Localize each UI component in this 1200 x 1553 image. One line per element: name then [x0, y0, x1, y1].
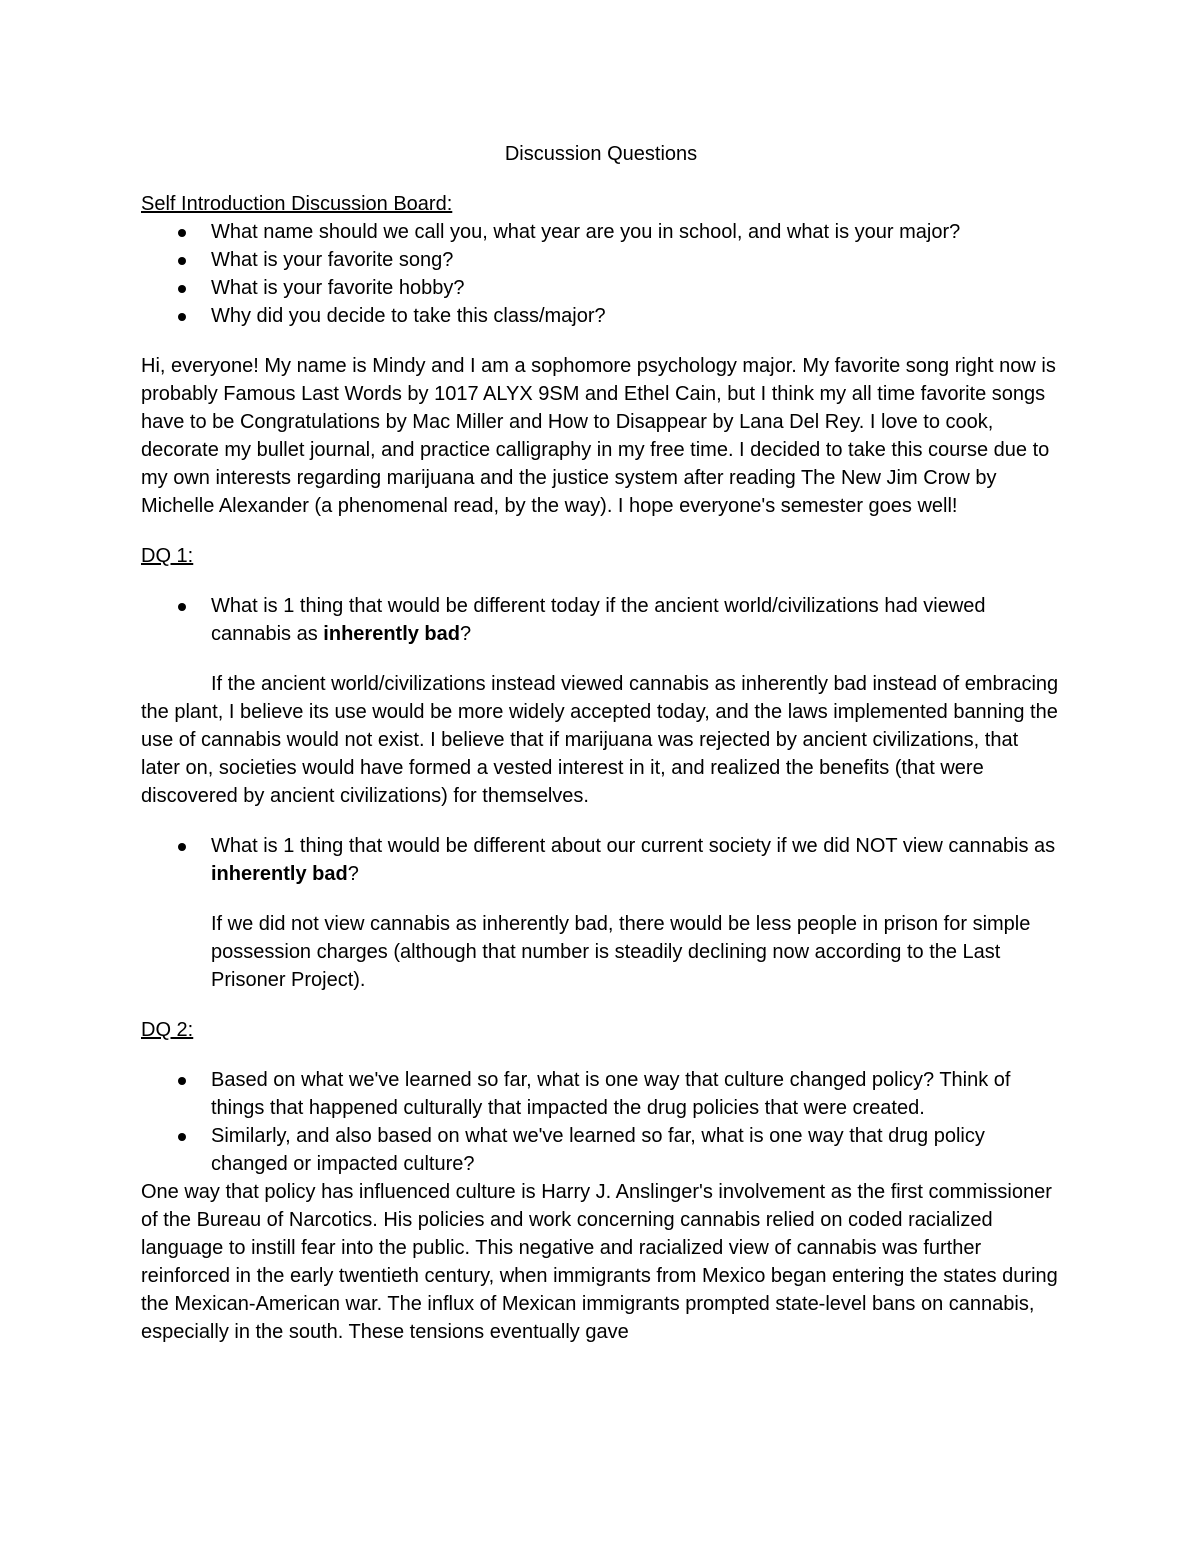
bullet-icon	[178, 285, 186, 293]
dq1-question-list-2	[141, 832, 1061, 888]
dq2-heading: DQ 2:	[141, 1019, 194, 1041]
bullet-icon	[178, 229, 186, 237]
list-item: What is your favorite song?	[141, 246, 1061, 274]
intro-question-list	[141, 218, 1061, 330]
dq2-question-list	[141, 1066, 1061, 1178]
intro-heading: Self Introduction Discussion Board:	[141, 193, 453, 215]
bullet-icon	[178, 313, 186, 321]
bullet-icon	[178, 257, 186, 265]
dq1-answer-1: If the ancient world/civilizations instead viewed cannabis as inherently bad instead of embracing the plant, I believe its use would be more widely accepted today, and the laws implemented banning the use of cannabis would not exist. I believe that if marijuana was rejected by ancient civilizations, that later on, societies would have formed a vested interest in it, and realized the benefits (that were discovered by ancient civilizations) for themselves.	[141, 673, 1059, 807]
document-content	[141, 140, 1061, 1346]
dq1-answer-2: If we did not view cannabis as inherently bad, there would be less people in prison for simple possession charges (although that number is steadily declining now according to the Last Prisoner Project).	[211, 913, 1031, 991]
list-item: Based on what we've learned so far, what is one way that culture changed policy? Think of things that happened culturally that impacted the drug policies that were created.	[141, 1066, 1061, 1122]
list-item: Similarly, and also based on what we've learned so far, what is one way that drug policy changed or impacted culture?	[141, 1122, 1061, 1178]
bullet-icon	[178, 1077, 186, 1085]
bullet-icon	[178, 843, 186, 851]
list-item: What is 1 thing that would be different today if the ancient world/civilizations had viewed cannabis as inherently bad?	[141, 592, 1061, 648]
list-item: Why did you decide to take this class/major?	[141, 302, 1061, 330]
document-title: Discussion Questions	[504, 143, 698, 165]
dq1-heading: DQ 1:	[141, 545, 194, 567]
dq1-question-list-1	[141, 592, 1061, 648]
dq2-answer: One way that policy has influenced culture is Harry J. Anslinger's involvement as the first commissioner of the Bureau of Narcotics. His policies and work concerning cannabis relied on coded racialized language to instill fear into the public. This negative and racialized view of cannabis was further reinforced in the early twentieth century, when immigrants from Mexico began entering the states during the Mexican-American war. The influx of Mexican immigrants prompted state-level bans on cannabis, especially in the south. These tensions eventually gave	[141, 1181, 1058, 1343]
list-item: What is your favorite hobby?	[141, 274, 1061, 302]
bullet-icon	[178, 1133, 186, 1141]
bullet-icon	[178, 603, 186, 611]
intro-answer: Hi, everyone! My name is Mindy and I am a sophomore psychology major. My favorite song right now is probably Famous Last Words by 1017 ALYX 9SM and Ethel Cain, but I think my all time favorite songs have to be Congratulations by Mac Miller and How to Disappear by Lana Del Rey. I love to cook, decorate my bullet journal, and practice calligraphy in my free time. I decided to take this course due to my own interests regarding marijuana and the justice system after reading The New Jim Crow by Michelle Alexander (a phenomenal read, by the way). I hope everyone's semester goes well!	[141, 355, 1056, 517]
list-item: What name should we call you, what year are you in school, and what is your major?	[141, 218, 1061, 246]
list-item: What is 1 thing that would be different about our current society if we did NOT view cannabis as inherently bad?	[141, 832, 1061, 888]
